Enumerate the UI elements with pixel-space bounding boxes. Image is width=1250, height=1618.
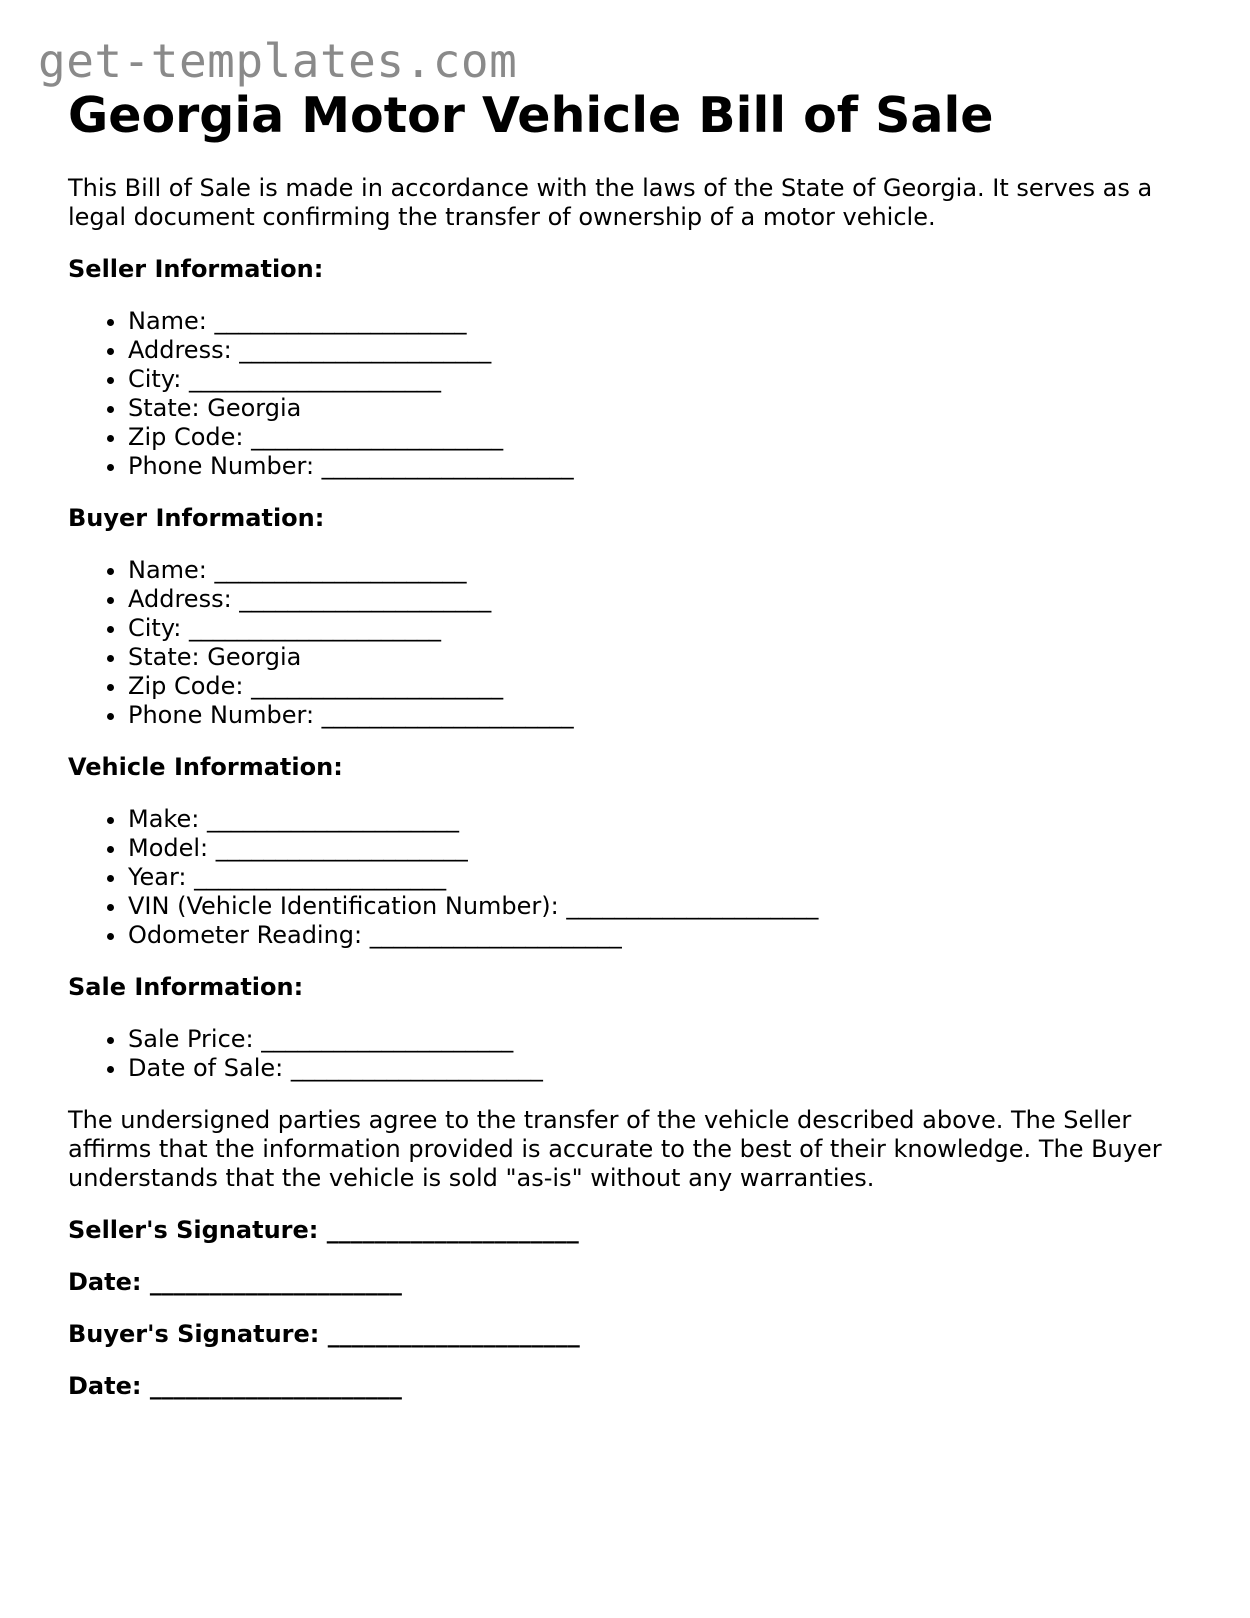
buyer-phone-field: • Phone Number: _____________________ xyxy=(128,701,1188,730)
seller-address-field: • Address: _____________________ xyxy=(128,336,1188,365)
seller-zip-field: • Zip Code: _____________________ xyxy=(128,423,1188,452)
intro-paragraph: This Bill of Sale is made in accordance with the laws of the State of Georgia. It serves as a legal document confirming the transfer of ownership of a motor vehicle. xyxy=(68,174,1153,231)
buyer-state-field: • State: Georgia xyxy=(128,643,1188,672)
seller-list xyxy=(68,307,1188,481)
buyer-name-field: • Name: _____________________ xyxy=(128,556,1188,585)
vehicle-year-field: • Year: _____________________ xyxy=(128,863,1188,892)
seller-heading: Seller Information: xyxy=(68,255,324,283)
buyer-address-field: • Address: _____________________ xyxy=(128,585,1188,614)
buyer-heading: Buyer Information: xyxy=(68,504,325,532)
seller-phone-field: • Phone Number: _____________________ xyxy=(128,452,1188,481)
buyer-date-line: Date: _____________________ xyxy=(68,1372,402,1400)
seller-state-field: • State: Georgia xyxy=(128,394,1188,423)
seller-city-field: • City: _____________________ xyxy=(128,365,1188,394)
document-title: Georgia Motor Vehicle Bill of Sale xyxy=(68,87,994,144)
buyer-zip-field: • Zip Code: _____________________ xyxy=(128,672,1188,701)
sale-price-field: • Sale Price: _____________________ xyxy=(128,1025,1188,1054)
watermark: get-templates.com xyxy=(38,34,518,88)
vehicle-heading: Vehicle Information: xyxy=(68,753,343,781)
buyer-list xyxy=(68,556,1188,730)
seller-name-field: • Name: _____________________ xyxy=(128,307,1188,336)
sale-date-field: • Date of Sale: _____________________ xyxy=(128,1054,1188,1083)
vehicle-odometer-field: • Odometer Reading: _____________________ xyxy=(128,921,1188,950)
buyer-signature-line: Buyer's Signature: _____________________ xyxy=(68,1320,580,1348)
vehicle-list xyxy=(68,805,1188,950)
vehicle-make-field: • Make: _____________________ xyxy=(128,805,1188,834)
closing-paragraph: The undersigned parties agree to the transfer of the vehicle described above. The Seller affirms that the information provided is accurate to the best of their knowledge. The Buyer understands that the vehicle is sold "as-is" without any warranties. xyxy=(68,1106,1162,1192)
vehicle-model-field: • Model: _____________________ xyxy=(128,834,1188,863)
buyer-city-field: • City: _____________________ xyxy=(128,614,1188,643)
sale-list xyxy=(68,1025,1188,1083)
sale-heading: Sale Information: xyxy=(68,973,304,1001)
document xyxy=(68,86,1188,1401)
vehicle-vin-field: • VIN (Vehicle Identification Number): _____________________ xyxy=(128,892,1188,921)
seller-date-line: Date: _____________________ xyxy=(68,1268,402,1296)
seller-signature-line: Seller's Signature: _____________________ xyxy=(68,1216,579,1244)
